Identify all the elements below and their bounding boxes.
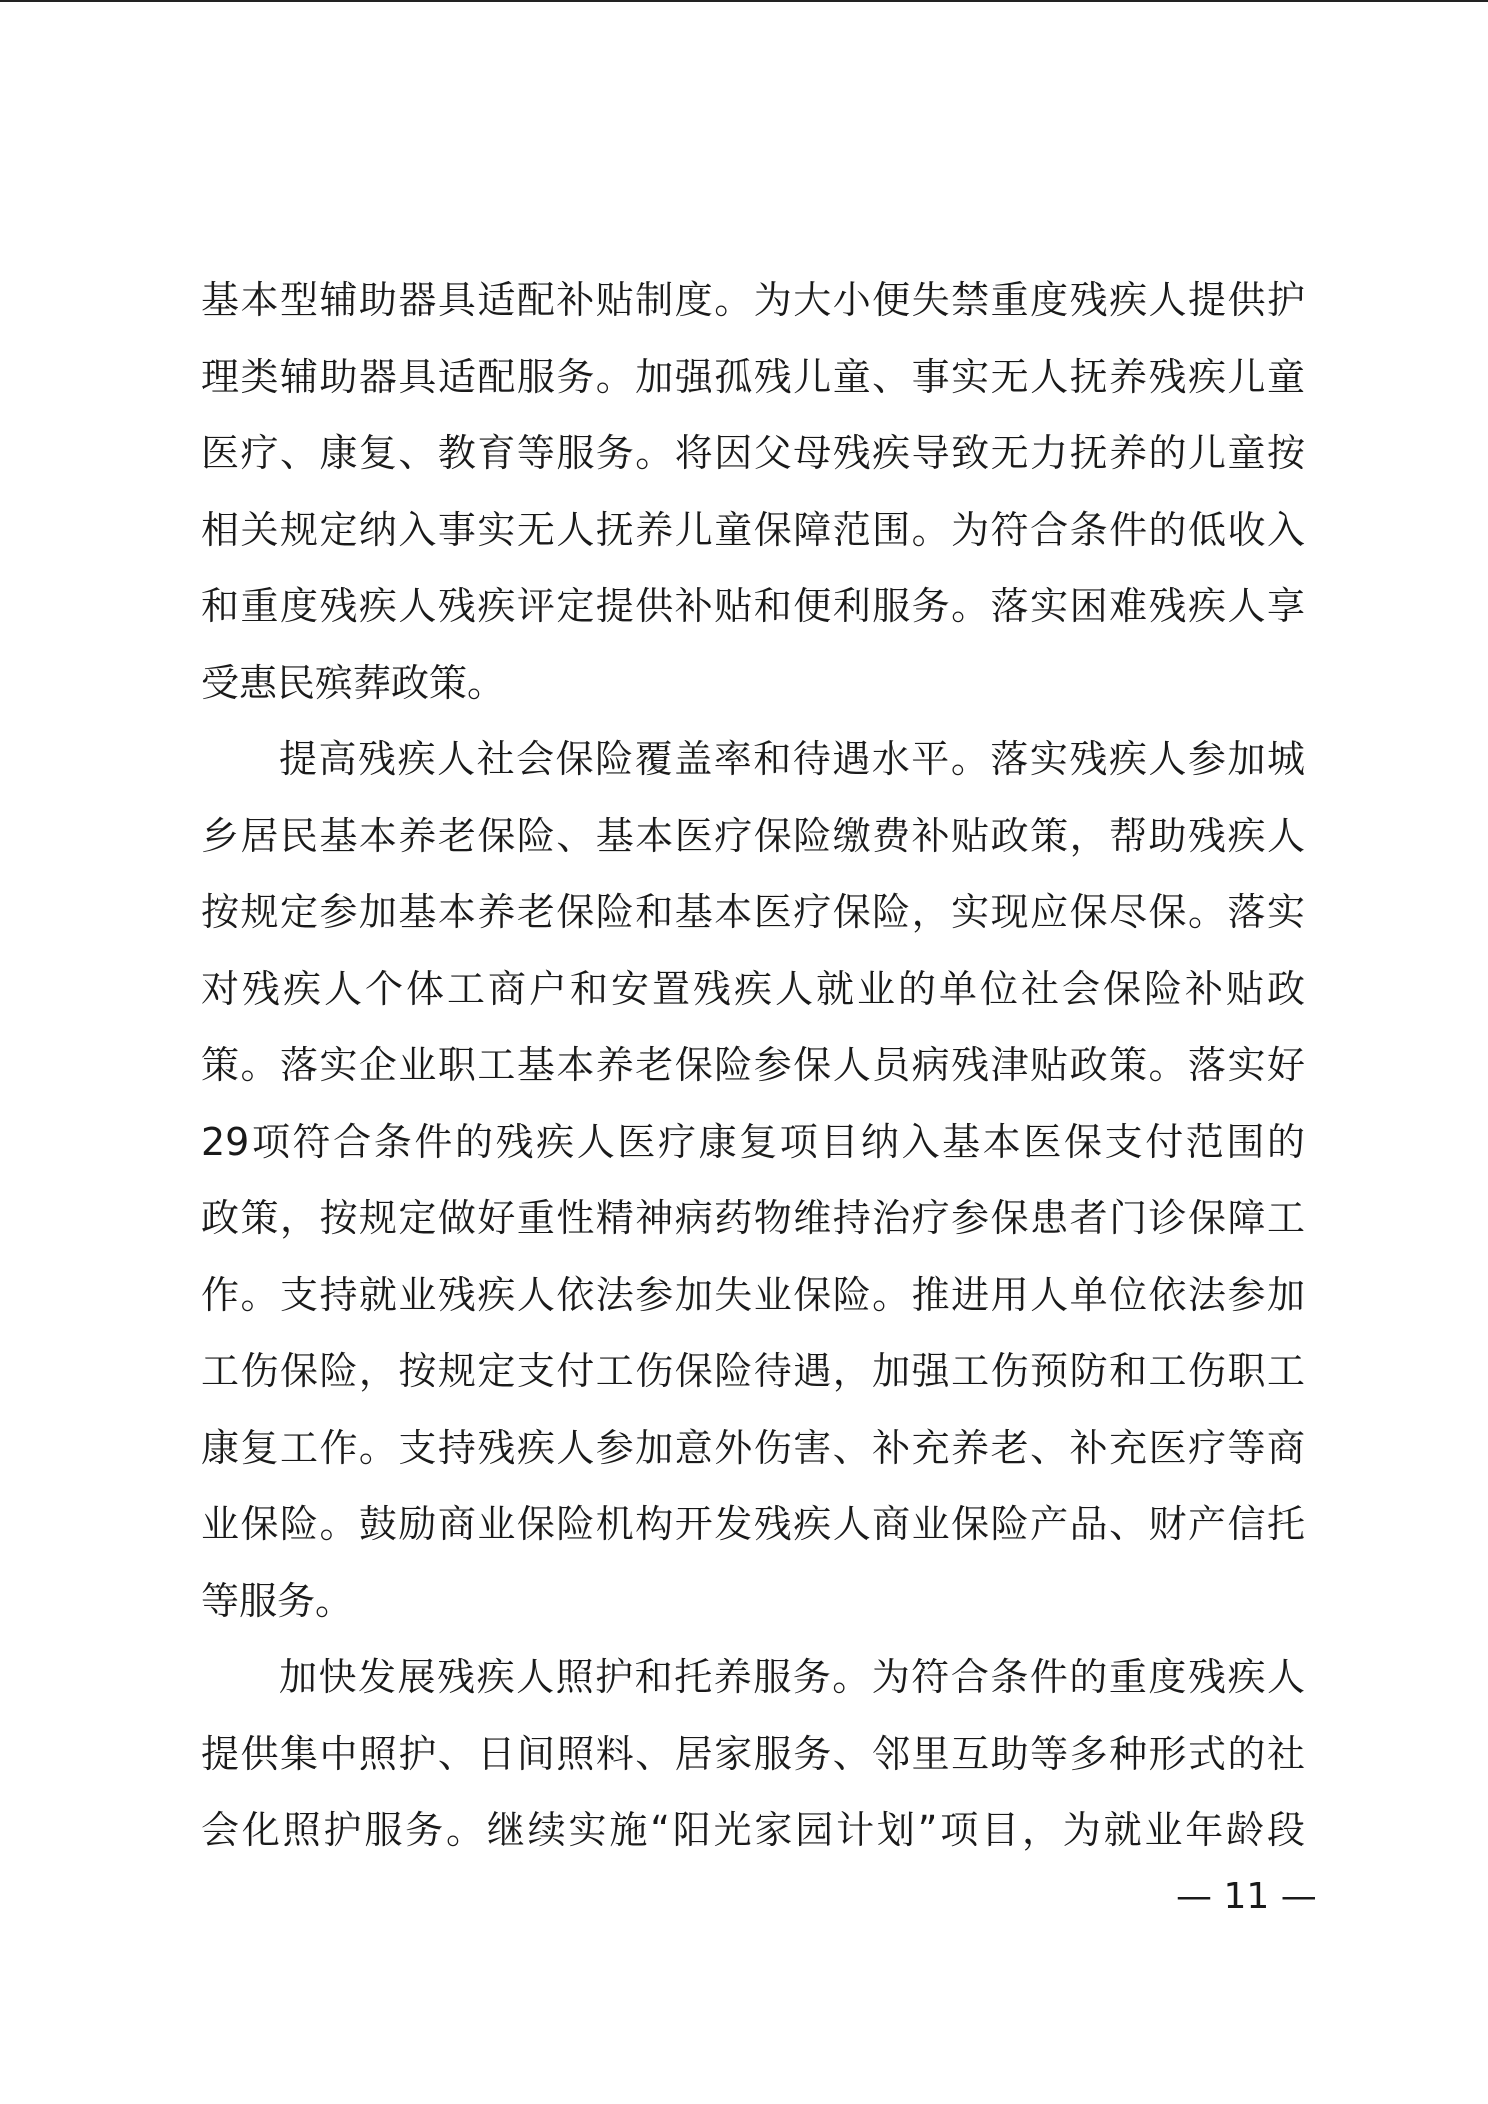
document-body xyxy=(201,262,1305,1869)
paragraph-2 xyxy=(201,721,1305,1639)
text-line: 等服务。 xyxy=(201,1578,354,1623)
text-line: 按规定参加基本养老保险和基本医疗保险，实现应保尽保。落实 xyxy=(201,890,1305,934)
text-line: 基本型辅助器具适配补贴制度。为大小便失禁重度残疾人提供护 xyxy=(201,278,1305,322)
text-line: 医疗、康复、教育等服务。将因父母残疾导致无力抚养的儿童按 xyxy=(201,431,1305,475)
text-line: 相关规定纳入事实无人抚养儿童保障范围。为符合条件的低收入 xyxy=(201,507,1305,552)
text-line: 政策，按规定做好重性精神病药物维持治疗参保患者门诊保障工 xyxy=(201,1196,1305,1240)
text-line: 工伤保险，按规定支付工伤保险待遇，加强工伤预防和工伤职工 xyxy=(201,1349,1305,1393)
text-line: 业保险。鼓励商业保险机构开发残疾人商业保险产品、财产信托 xyxy=(201,1502,1305,1546)
text-line: 提供集中照护、日间照料、居家服务、邻里互助等多种形式的社 xyxy=(201,1731,1305,1776)
paragraph-3 xyxy=(201,1639,1305,1869)
page-number: — 11 — xyxy=(1176,1876,1317,1917)
text-line: 和重度残疾人残疾评定提供补贴和便利服务。落实困难残疾人享 xyxy=(201,584,1305,628)
text-line: 策。落实企业职工基本养老保险参保人员病残津贴政策。落实好 xyxy=(201,1043,1305,1087)
text-line: 会化照护服务。继续实施“阳光家园计划”项目，为就业年龄段 xyxy=(201,1808,1305,1852)
text-line: 受惠民殡葬政策。 xyxy=(201,660,506,705)
text-line: 作。支持就业残疾人依法参加失业保险。推进用人单位依法参加 xyxy=(201,1272,1305,1317)
paragraph-1 xyxy=(201,262,1305,721)
text-line: 加快发展残疾人照护和托养服务。为符合条件的重度残疾人 xyxy=(279,1655,1305,1699)
text-line: 29项符合条件的残疾人医疗康复项目纳入基本医保支付范围的 xyxy=(201,1119,1305,1164)
text-line: 乡居民基本养老保险、基本医疗保险缴费补贴政策，帮助残疾人 xyxy=(201,813,1305,858)
text-line: 提高残疾人社会保险覆盖率和待遇水平。落实残疾人参加城 xyxy=(279,737,1305,781)
text-line: 对残疾人个体工商户和安置残疾人就业的单位社会保险补贴政 xyxy=(201,966,1305,1011)
text-line: 康复工作。支持残疾人参加意外伤害、补充养老、补充医疗等商 xyxy=(201,1425,1305,1470)
text-line: 理类辅助器具适配服务。加强孤残儿童、事实无人抚养残疾儿童 xyxy=(201,354,1305,399)
page-top-border xyxy=(0,0,1488,2)
